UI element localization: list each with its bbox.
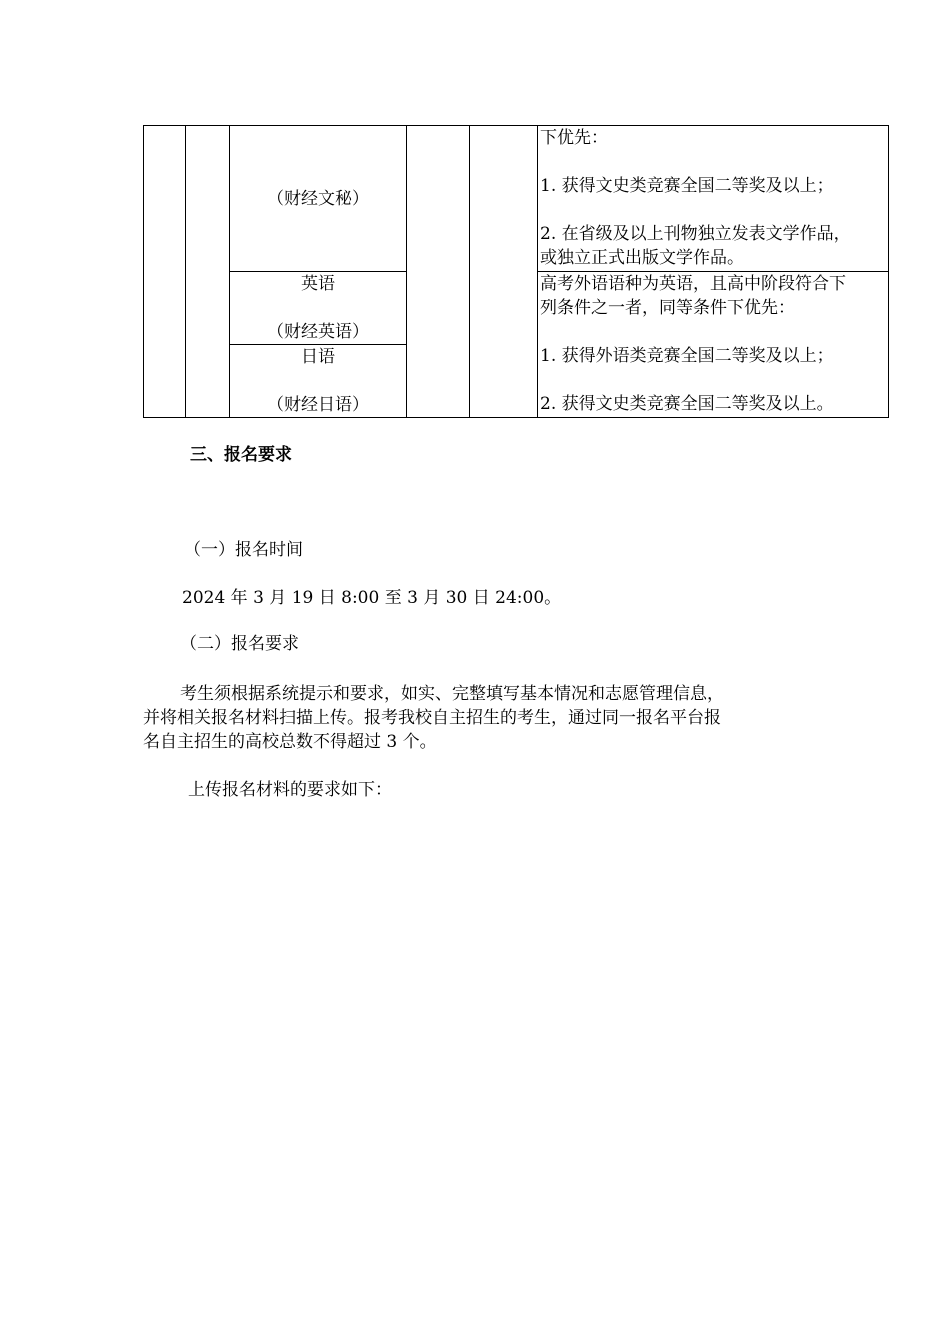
major-cell bbox=[230, 345, 407, 418]
requirement-line: 1. 获得外语类竞赛全国二等奖及以上； bbox=[540, 346, 834, 366]
table-cell-empty bbox=[144, 126, 186, 418]
section-heading: 三、报名要求 bbox=[190, 445, 292, 465]
requirement-line: 列条件之一者，同等条件下优先： bbox=[540, 298, 795, 318]
major-cell bbox=[230, 272, 407, 345]
requirement-cell bbox=[538, 126, 889, 272]
major-subname: （财经英语） bbox=[267, 322, 369, 342]
requirement-line: 高考外语语种为英语，且高中阶段符合下 bbox=[540, 274, 846, 294]
upload-requirements-intro: 上传报名材料的要求如下： bbox=[188, 780, 392, 800]
subsection-heading: （二）报名要求 bbox=[180, 634, 299, 654]
requirement-line: 或独立正式出版文学作品。 bbox=[540, 248, 744, 268]
major-subname: （财经文秘） bbox=[267, 188, 369, 209]
requirement-line: 2. 在省级及以上刊物独立发表文学作品， bbox=[540, 224, 851, 244]
table-row bbox=[144, 126, 889, 272]
major-subname: （财经日语） bbox=[267, 395, 369, 415]
table-cell-empty bbox=[186, 126, 230, 418]
requirements-paragraph bbox=[143, 682, 823, 754]
table-cell-empty bbox=[407, 126, 470, 418]
major-name: 英语 bbox=[301, 274, 335, 294]
table-cell-empty bbox=[470, 126, 538, 418]
requirement-line: 2. 获得文史类竞赛全国二等奖及以上。 bbox=[540, 394, 834, 414]
major-name: 日语 bbox=[301, 347, 335, 367]
subsection-heading: （一）报名时间 bbox=[184, 540, 303, 560]
paragraph-line: 考生须根据系统提示和要求，如实、完整填写基本情况和志愿管理信息， bbox=[180, 684, 724, 704]
requirement-cell bbox=[538, 272, 889, 418]
admission-table bbox=[143, 125, 889, 418]
registration-time: 2024 年 3 月 19 日 8:00 至 3 月 30 日 24:00。 bbox=[182, 588, 562, 608]
requirement-line: 下优先： bbox=[540, 128, 608, 148]
paragraph-line: 并将相关报名材料扫描上传。报考我校自主招生的考生，通过同一报名平台报 bbox=[143, 708, 721, 728]
major-cell bbox=[230, 126, 407, 272]
paragraph-line: 名自主招生的高校总数不得超过 3 个。 bbox=[143, 732, 437, 752]
requirement-line: 1. 获得文史类竞赛全国二等奖及以上； bbox=[540, 176, 834, 196]
